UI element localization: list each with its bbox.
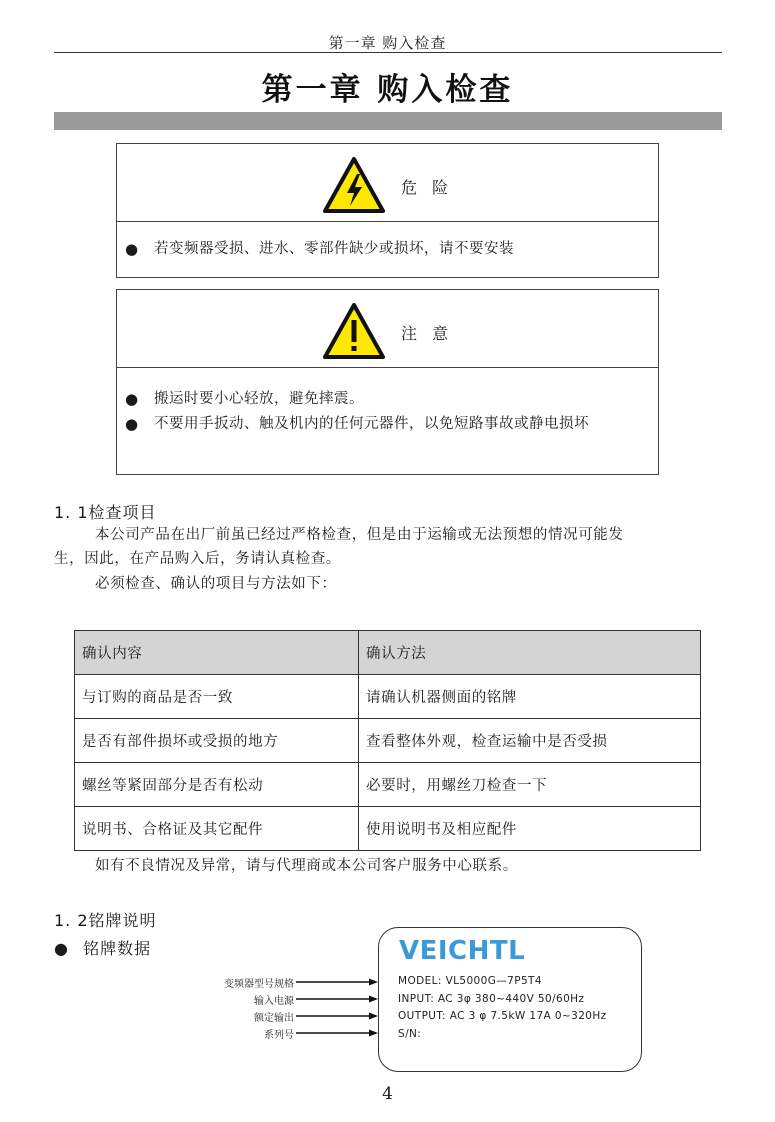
bullet-dot-icon: ● (125, 415, 139, 433)
bullet-dot-icon: ● (54, 939, 69, 958)
paragraph-line: 生，因此，在产品购入后，务请认真检查。 (54, 551, 341, 567)
title-underline-bar (54, 112, 722, 130)
table-cell: 螺丝等紧固部分是否有松动 (75, 763, 359, 807)
table-cell: 说明书、合格证及其它配件 (75, 807, 359, 851)
section-heading-1-1: 1. 1检查项目 (54, 503, 157, 522)
nameplate-input: INPUT: AC 3φ 380~440V 50/60Hz (398, 993, 585, 1005)
caution-notice-header (117, 290, 658, 368)
brand-logo: VEICHTL (399, 936, 526, 966)
table-cell: 请确认机器侧面的铭牌 (359, 675, 701, 719)
nameplate-serial: S/N: (398, 1028, 422, 1040)
header-rule (54, 52, 722, 53)
callout-output-label: 额定输出 (254, 1013, 294, 1024)
high-voltage-warning-icon (323, 157, 385, 213)
contact-footnote: 如有不良情况及异常，请与代理商或本公司客户服务中心联系。 (95, 858, 518, 874)
inspection-table (74, 630, 701, 851)
callout-serial-label: 系列号 (264, 1030, 294, 1041)
paragraph-line: 必须检查、确认的项目与方法如下： (95, 576, 337, 592)
table-header-cell: 确认方法 (359, 631, 701, 675)
nameplate-output: OUTPUT: AC 3 φ 7.5kW 17A 0~320Hz (398, 1010, 607, 1022)
table-row (75, 807, 701, 851)
bullet-dot-icon: ● (125, 240, 139, 258)
table-cell: 与订购的商品是否一致 (75, 675, 359, 719)
danger-notice-header (117, 144, 658, 222)
table-row (75, 719, 701, 763)
nameplate (378, 927, 642, 1072)
table-cell: 必要时，用螺丝刀检查一下 (359, 763, 701, 807)
section-heading-1-2: 1. 2铭牌说明 (54, 911, 157, 930)
caution-notice-box: 注 意 ● 搬运时要小心轻放，避免摔震。 ● 不要用手扳动、触及机内的任何元器件，以免短路事故或静电损坏 (116, 289, 659, 475)
caution-title: 注 意 (401, 324, 454, 343)
page-number: 4 (382, 1084, 393, 1104)
paragraph-line: 本公司产品在出厂前虽已经过严格检查，但是由于运输或无法预想的情况可能发 (95, 527, 624, 543)
danger-notice-box: 危 险 ● 若变频器受损、进水、零部件缺少或损坏，请不要安装 (116, 143, 659, 278)
callout-model-label: 变频器型号规格 (224, 979, 294, 990)
running-header: 第一章 购入检查 (328, 34, 447, 52)
table-row (75, 675, 701, 719)
nameplate-model: MODEL: VL5000G—7P5T4 (398, 975, 542, 987)
table-header-row (75, 631, 701, 675)
chapter-title: 第一章 购入检查 (261, 72, 514, 108)
table-header-cell: 确认内容 (75, 631, 359, 675)
table-cell: 是否有部件损坏或受损的地方 (75, 719, 359, 763)
callout-input-label: 输入电源 (254, 996, 294, 1007)
exclamation-warning-icon (323, 303, 385, 359)
danger-title: 危 险 (401, 178, 454, 197)
bullet-dot-icon: ● (125, 390, 139, 408)
callout-arrows (294, 970, 380, 1042)
nameplate-bullet: ● 铭牌数据 (54, 939, 152, 958)
table-row (75, 763, 701, 807)
table-cell: 查看整体外观，检查运输中是否受损 (359, 719, 701, 763)
table-cell: 使用说明书及相应配件 (359, 807, 701, 851)
